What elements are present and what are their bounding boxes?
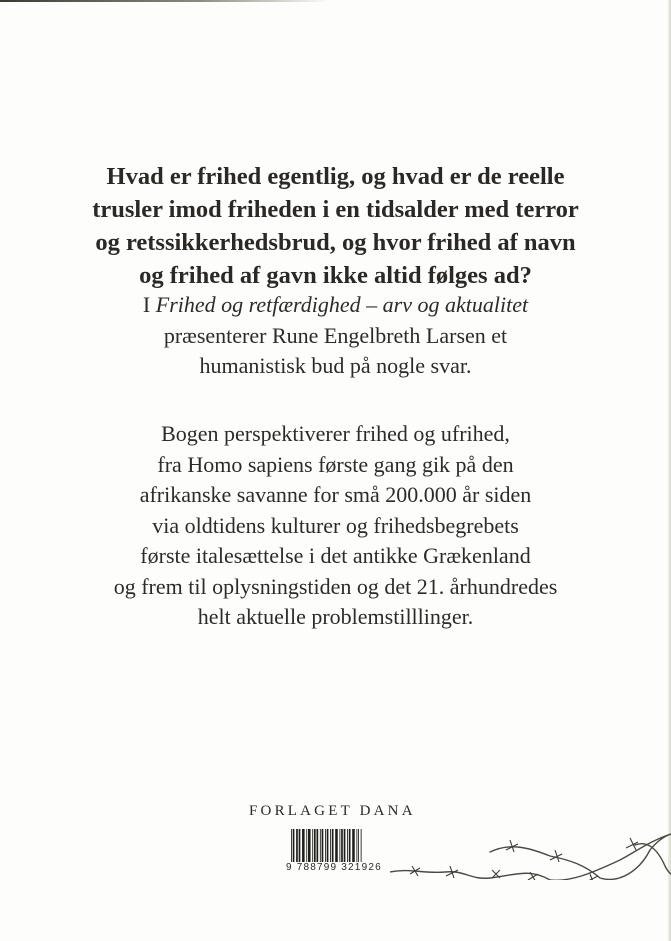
barcode-bar (361, 829, 362, 866)
body-line: afrikanske savanne for små 200.000 år siden (139, 482, 532, 507)
barcode-bar (291, 829, 292, 866)
intro-line: humanistisk bud på nogle svar. (199, 353, 472, 378)
barcode-bar (330, 829, 331, 866)
lead-line: og frihed af gavn ikke altid følges ad? (139, 262, 532, 289)
barcode-bar (302, 829, 305, 866)
description-paragraph (0, 419, 671, 633)
barcode-bar (344, 829, 346, 866)
lead-line: trusler imod friheden i en tidsalder med terror (92, 196, 579, 223)
barcode-bar (347, 829, 348, 866)
barcode-bar (308, 829, 311, 866)
barcode-bar (312, 829, 313, 866)
publisher-name: FORLAGET DANA (249, 803, 416, 819)
barcode (290, 829, 386, 866)
barcode-bar (306, 829, 307, 866)
barcode-bar (314, 829, 316, 866)
barcode-bar (320, 829, 321, 866)
book-title: Frihed og retfærdighed – arv og aktualitet (155, 292, 529, 317)
lead-question (0, 160, 671, 292)
lead-line: og retssikkerhedsbrud, og hvor frihed af navn (95, 229, 576, 256)
body-line: Bogen perspektiverer frihed og ufrihed, (161, 421, 510, 446)
barcode-bar (296, 829, 298, 866)
intro-prefix: I (142, 292, 156, 317)
body-line: første italesættelse i det antikke Grækenland (140, 543, 531, 568)
lead-line: Hvad er frihed egentlig, og hvad er de reelle (106, 163, 565, 190)
barcode-bar (358, 829, 359, 866)
barcode-bar (322, 829, 324, 866)
body-line: helt aktuelle problemstilllinger. (197, 604, 474, 629)
body-line: fra Homo sapiens første gang gik på den (157, 451, 514, 477)
isbn-number: 9 788799 321926 (286, 862, 382, 873)
barcode-bar (293, 829, 295, 866)
wire-strand-upper (490, 834, 671, 879)
barcode-bar (335, 829, 338, 866)
barcode-bar (317, 829, 319, 866)
intro-paragraph (0, 290, 671, 382)
barcode-bar (341, 829, 343, 866)
barcode-bar (356, 829, 357, 866)
scan-top-edge (0, 0, 330, 2)
barbed-wire-illustration (390, 800, 671, 880)
barcode-bar (332, 829, 334, 866)
barcode-bar (349, 829, 351, 866)
barcode-bar (327, 829, 329, 866)
barcode-bar (339, 829, 340, 866)
intro-line: præsenterer Rune Engelbreth Larsen et (163, 322, 508, 348)
barcode-bar (352, 829, 355, 866)
body-line: og frem til oplysningstiden og det 21. århundredes (113, 573, 558, 599)
barcode-bar (299, 829, 301, 866)
barcode-bar (325, 829, 326, 866)
intro-title-line (0, 290, 671, 321)
body-line: via oldtidens kulturer og frihedsbegrebets (152, 512, 519, 538)
